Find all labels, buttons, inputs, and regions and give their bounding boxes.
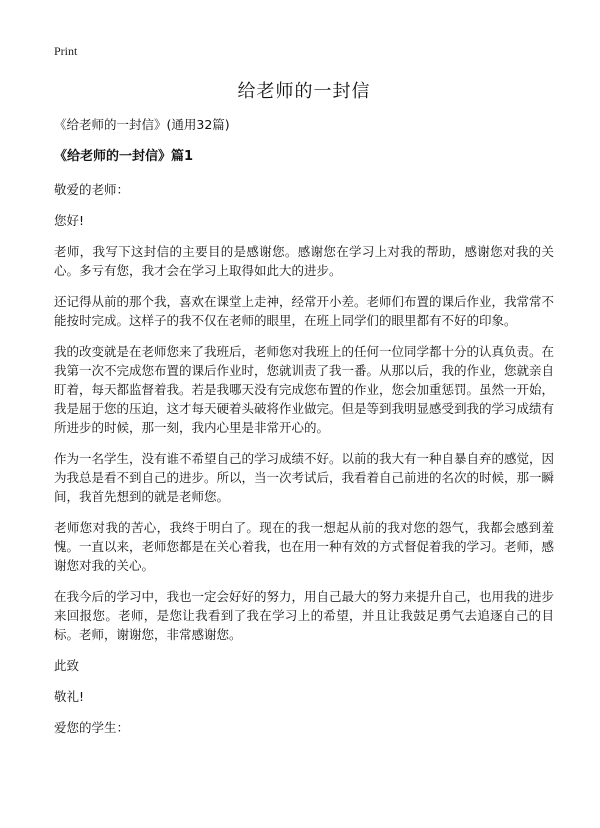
document-subtitle: 《给老师的一封信》(通用32篇) bbox=[54, 117, 230, 132]
salutation: 敬爱的老师： bbox=[54, 182, 130, 197]
section-heading: 《给老师的一封信》篇1 bbox=[54, 149, 194, 164]
body-paragraph: 作为一名学生，没有谁不希望自己的学习成绩不好。以前的我大有一种自暴自弃的感觉，因为我总是看不到自己的进步。所以，当一次考试后，我看着自己前进的名次的时候，那一瞬间，我首先想到的就是老师您。 bbox=[54, 451, 555, 504]
closing-line: 此致 bbox=[54, 658, 80, 673]
body-paragraph: 老师您对我的苦心，我终于明白了。现在的我一想起从前的我对您的怨气，我都会感到羞愧。一直以来，老师您都是在关心着我，也在用一种有效的方式督促着我的学习。老师，感谢您对我的关心。 bbox=[54, 520, 555, 573]
body-paragraph: 老师，我写下这封信的主要目的是感谢您。感谢您在学习上对我的帮助，感谢您对我的关心。多亏有您，我才会在学习上取得如此大的进步。 bbox=[54, 244, 554, 278]
closing-salute: 敬礼! bbox=[54, 689, 85, 704]
signature-line: 爱您的学生： bbox=[54, 720, 130, 735]
body-paragraph: 在我今后的学习中，我也一定会好好的努力，用自己最大的努力来提升自己，也用我的进步来回报您。老师，是您让我看到了我在学习上的希望，并且让我鼓足勇气去追逐自己的目标。老师，谢谢您，非常感谢您。 bbox=[54, 589, 555, 642]
greeting: 您好! bbox=[54, 213, 85, 228]
document-title: 给老师的一封信 bbox=[237, 81, 371, 102]
body-paragraph: 还记得从前的那个我，喜欢在课堂上走神，经常开小差。老师们布置的课后作业，我常常不能按时完成。这样子的我不仅在老师的眼里，在班上同学们的眼里都有不好的印象。 bbox=[54, 294, 555, 328]
print-link[interactable]: Print bbox=[54, 44, 78, 58]
body-paragraph: 我的改变就是在老师您来了我班后，老师您对我班上的任何一位同学都十分的认真负责。在我第一次不完成您布置的课后作业时，您就训责了我一番。从那以后，我的作业，您就亲自盯着，每天都监督着我。若是我哪天没有完成您布置的作业，您会加重惩罚。虽然一开始，我是屈于您的压迫，这才每天硬着头破将作业做完。但是等到我明显感受到我的学习成绩有所进步的时候，那一刻，我内心里是非常开心的。 bbox=[54, 344, 555, 435]
